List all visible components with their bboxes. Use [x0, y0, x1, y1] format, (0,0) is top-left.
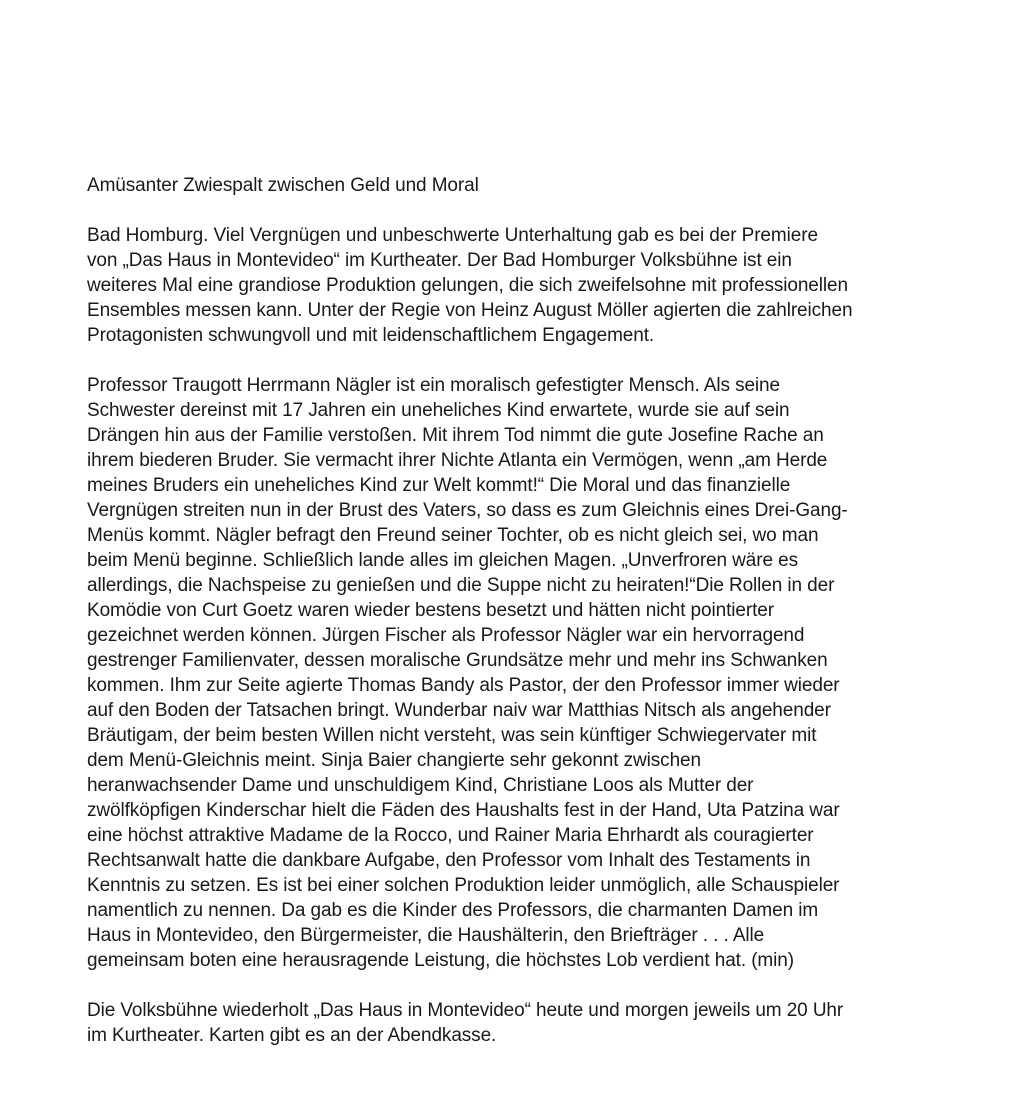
- text-line: heranwachsender Dame und unschuldigem Kind, Christiane Loos als Mutter der: [87, 775, 754, 796]
- text-line: allerdings, die Nachspeise zu genießen und die Suppe nicht zu heiraten!“Die Rollen in der: [87, 575, 835, 596]
- text-line: zwölfköpfigen Kinderschar hielt die Fäden des Haushalts fest in der Hand, Uta Patzina war: [87, 800, 840, 821]
- paragraph: [87, 223, 997, 348]
- text-line: Bräutigam, der beim besten Willen nicht versteht, was sein künftiger Schwiegervater mit: [87, 725, 817, 746]
- text-line: Kenntnis zu setzen. Es ist bei einer solchen Produktion leider unmöglich, alle Schauspieler: [87, 875, 840, 896]
- article-body: [87, 223, 997, 1048]
- text-line: gestrenger Familienvater, dessen moralische Grundsätze mehr und mehr ins Schwanken: [87, 650, 828, 671]
- text-line: Menüs kommt. Nägler befragt den Freund seiner Tochter, ob es nicht gleich sei, wo man: [87, 525, 819, 546]
- text-line: weiteres Mal eine grandiose Produktion gelungen, die sich zweifelsohne mit professionellen: [87, 275, 848, 296]
- text-line: beim Menü beginne. Schließlich lande alles im gleichen Magen. „Unverfroren wäre es: [87, 550, 798, 571]
- text-line: auf den Boden der Tatsachen bringt. Wunderbar naiv war Matthias Nitsch als angehender: [87, 700, 831, 721]
- text-line: Ensembles messen kann. Unter der Regie von Heinz August Möller agierten die zahlreichen: [87, 300, 853, 321]
- text-line: Vergnügen streiten nun in der Brust des Vaters, so dass es zum Gleichnis eines Drei-Gang-: [87, 500, 848, 521]
- text-line: eine höchst attraktive Madame de la Rocco, und Rainer Maria Ehrhardt als couragierter: [87, 825, 814, 846]
- text-line: Schwester dereinst mit 17 Jahren ein uneheliches Kind erwartete, wurde sie auf sein: [87, 400, 790, 421]
- text-line: kommen. Ihm zur Seite agierte Thomas Bandy als Pastor, der den Professor immer wieder: [87, 675, 840, 696]
- text-line: von „Das Haus in Montevideo“ im Kurtheater. Der Bad Homburger Volksbühne ist ein: [87, 250, 792, 271]
- text-line: ihrem biederen Bruder. Sie vermacht ihrer Nichte Atlanta ein Vermögen, wenn „am Herde: [87, 450, 828, 471]
- text-line: Rechtsanwalt hatte die dankbare Aufgabe, den Professor vom Inhalt des Testaments in: [87, 850, 811, 871]
- article-title: Amüsanter Zwiespalt zwischen Geld und Moral: [87, 175, 479, 196]
- text-line: im Kurtheater. Karten gibt es an der Abendkasse.: [87, 1025, 497, 1046]
- text-line: Komödie von Curt Goetz waren wieder bestens besetzt und hätten nicht pointierter: [87, 600, 774, 621]
- paragraph: [87, 998, 997, 1048]
- text-line: gezeichnet werden können. Jürgen Fischer als Professor Nägler war ein hervorragend: [87, 625, 805, 646]
- text-line: Haus in Montevideo, den Bürgermeister, die Haushälterin, den Briefträger . . . Alle: [87, 925, 765, 946]
- text-line: gemeinsam boten eine herausragende Leistung, die höchstes Lob verdient hat. (min): [87, 950, 794, 971]
- text-line: Bad Homburg. Viel Vergnügen und unbeschwerte Unterhaltung gab es bei der Premiere: [87, 225, 818, 246]
- text-line: Drängen hin aus der Familie verstoßen. Mit ihrem Tod nimmt die gute Josefine Rache an: [87, 425, 824, 446]
- text-line: Protagonisten schwungvoll und mit leidenschaftlichem Engagement.: [87, 325, 655, 346]
- text-line: Professor Traugott Herrmann Nägler ist ein moralisch gefestigter Mensch. Als seine: [87, 375, 780, 396]
- paragraph: [87, 373, 997, 973]
- text-line: Die Volksbühne wiederholt „Das Haus in Montevideo“ heute und morgen jeweils um 20 Uhr: [87, 1000, 844, 1021]
- text-line: meines Bruders ein uneheliches Kind zur Welt kommt!“ Die Moral und das finanzielle: [87, 475, 791, 496]
- article: [87, 173, 997, 1073]
- text-line: dem Menü-Gleichnis meint. Sinja Baier changierte sehr gekonnt zwischen: [87, 750, 701, 771]
- text-line: namentlich zu nennen. Da gab es die Kinder des Professors, die charmanten Damen im: [87, 900, 819, 921]
